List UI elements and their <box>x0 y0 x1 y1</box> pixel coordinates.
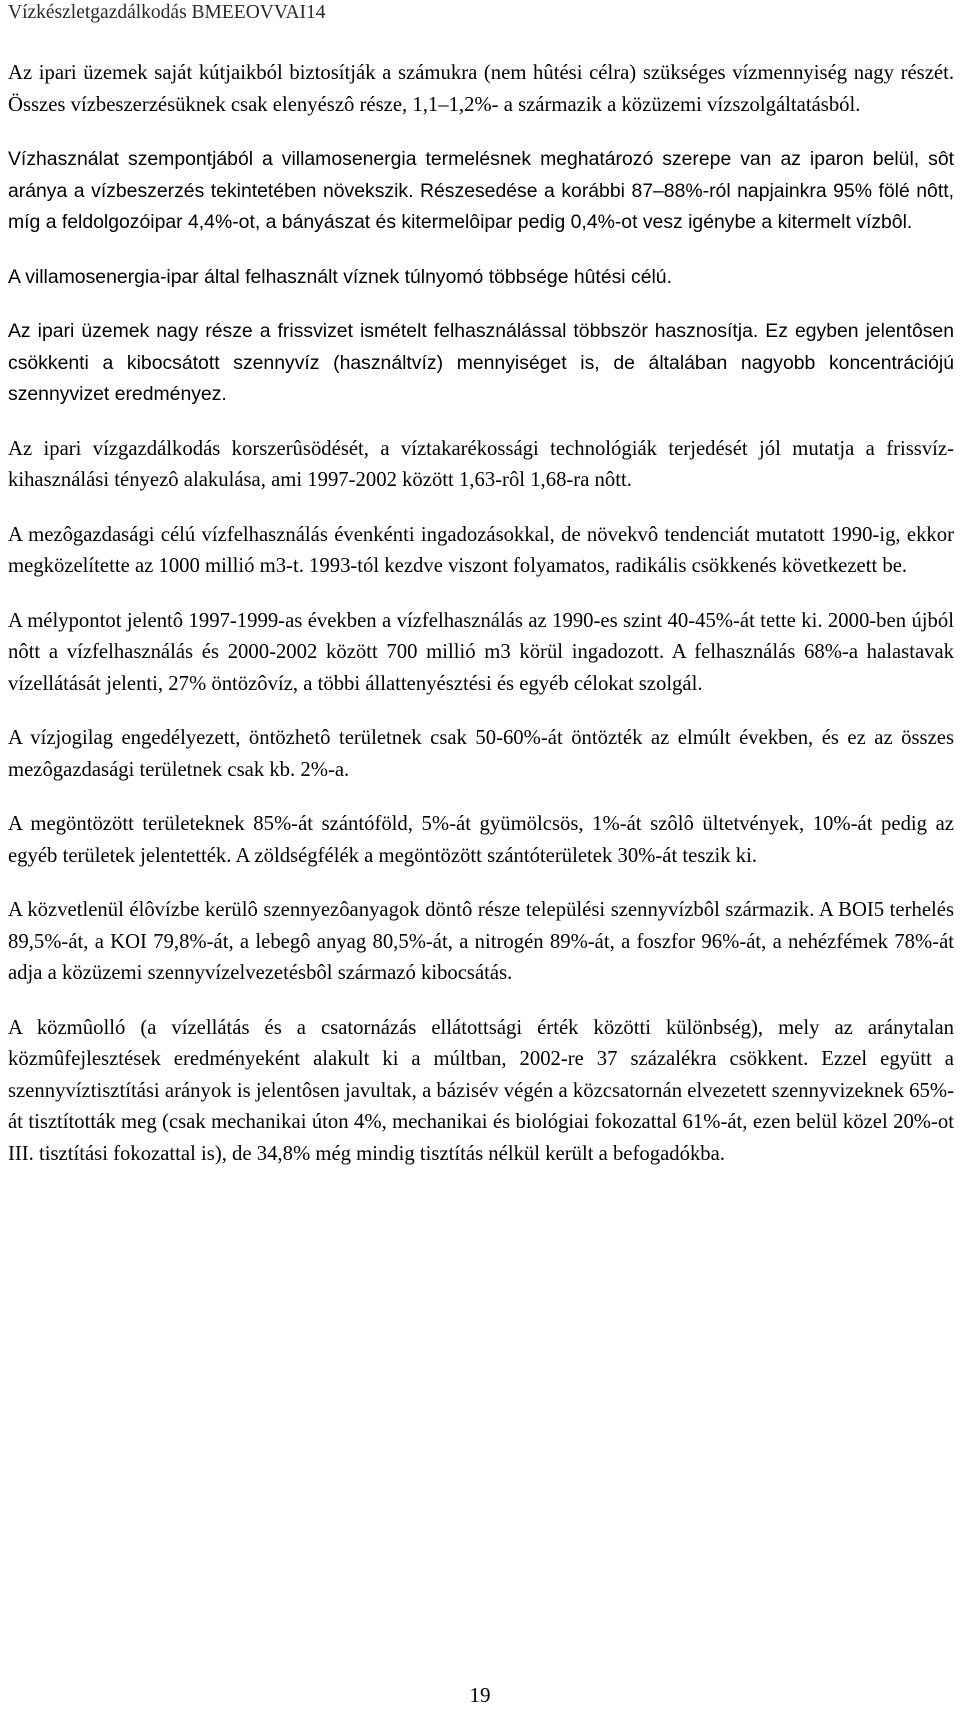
paragraph: Az ipari vízgazdálkodás korszerûsödését, a víztakarékossági technológiák terjedését jól mutatja a frissvíz-kihasználási tényezô alakulása, ami 1997-2002 között 1,63-rôl 1,68-ra nôtt. <box>8 437 954 491</box>
paragraph: A közvetlenül élôvízbe kerülô szennyezôanyagok döntô része települési szennyvízbôl származik. A BOI5 terhelés 89,5%-át, a KOI 79,8%-át, a lebegô anyag 80,5%-át, a nitrogén 89%-át, a foszfor 96%-át, a nehézfémek 78%-át adja a közüzemi szennyvízelvezetésbôl származó kibocsátás. <box>8 899 954 984</box>
document-body <box>8 58 954 1193</box>
paragraph: Vízhasználat szempontjából a villamosenergia termelésnek meghatározó szerepe van az iparon belül, sôt aránya a vízbeszerzés tekintetében növekszik. Részesedése a korábbi 87–88%-ról napjainkra 95% fölé nôtt, míg a feldolgozóipar 4,4%-ot, a bányászat és kitermelôipar pedig 0,4%-ot vesz igénybe a kitermelt vízbôl. <box>8 148 954 233</box>
paragraph: Az ipari üzemek nagy része a frissvizet ismételt felhasználással többször hasznosítja. Ez egyben jelentôsen csökkenti a kibocsátott szennyvíz (használtvíz) mennyiséget is, de általában nagyobb koncentrációjú szennyvizet eredményez. <box>8 320 954 405</box>
running-header: Vízkészletgazdálkodás BMEEOVVAI14 <box>8 2 326 23</box>
paragraph: A közmûolló (a vízellátás és a csatornázás ellátottsági érték közötti különbség), mely az aránytalan közmûfejlesztések eredményeként alakult ki a múltban, 2002-re 37 százalékra csökkent. Ezzel együtt a szennyvíztisztítási arányok is jelentôsen javultak, a bázisév végén a közcsatornán elvezetett szennyvizeknek 65%-át tisztították meg (csak mechanikai úton 4%, mechanikai és biológiai fokozattal 61%-át, ezen belül közel 20%-ot III. tisztítási fokozattal is), de 34,8% még mindig tisztítás nélkül került a befogadókba. <box>8 1016 954 1165</box>
paragraph: A megöntözött területeknek 85%-át szántóföld, 5%-át gyümölcsös, 1%-át szôlô ültetvények, 10%-át pedig az egyéb területek jelentették. A zöldségfélék a megöntözött szántóterületek 30%-át teszik ki. <box>8 813 954 867</box>
paragraph: A mezôgazdasági célú vízfelhasználás évenkénti ingadozásokkal, de növekvô tendenciát mutatott 1990-ig, ekkor megközelítette az 1000 millió m3-t. 1993-tól kezdve viszont folyamatos, radikális csökkenés következett be. <box>8 523 954 577</box>
paragraph: Az ipari üzemek saját kútjaikból biztosítják a számukra (nem hûtési célra) szükséges vízmennyiség nagy részét. Összes vízbeszerzésüknek csak elenyészô része, 1,1–1,2%- a származik a közüzemi vízszolgáltatásból. <box>8 62 954 116</box>
page-number: 19 <box>469 1683 491 1707</box>
paragraph: A villamosenergia-ipar által felhasznált víznek túlnyomó többsége hûtési célú. <box>8 265 672 288</box>
paragraph: A vízjogilag engedélyezett, öntözhetô területnek csak 50-60%-át öntözték az elmúlt években, és ez az összes mezôgazdasági területnek csak kb. 2%-a. <box>8 727 954 781</box>
paragraph: A mélypontot jelentô 1997-1999-as években a vízfelhasználás az 1990-es szint 40-45%-át tette ki. 2000-ben újból nôtt a vízfelhasználás és 2000-2002 között 700 millió m3 körül ingadozott. A felhasználás 68%-a halastavak vízellátását jelenti, 27% öntözôvíz, a többi állattenyésztési és egyéb célokat szolgál. <box>8 609 954 695</box>
